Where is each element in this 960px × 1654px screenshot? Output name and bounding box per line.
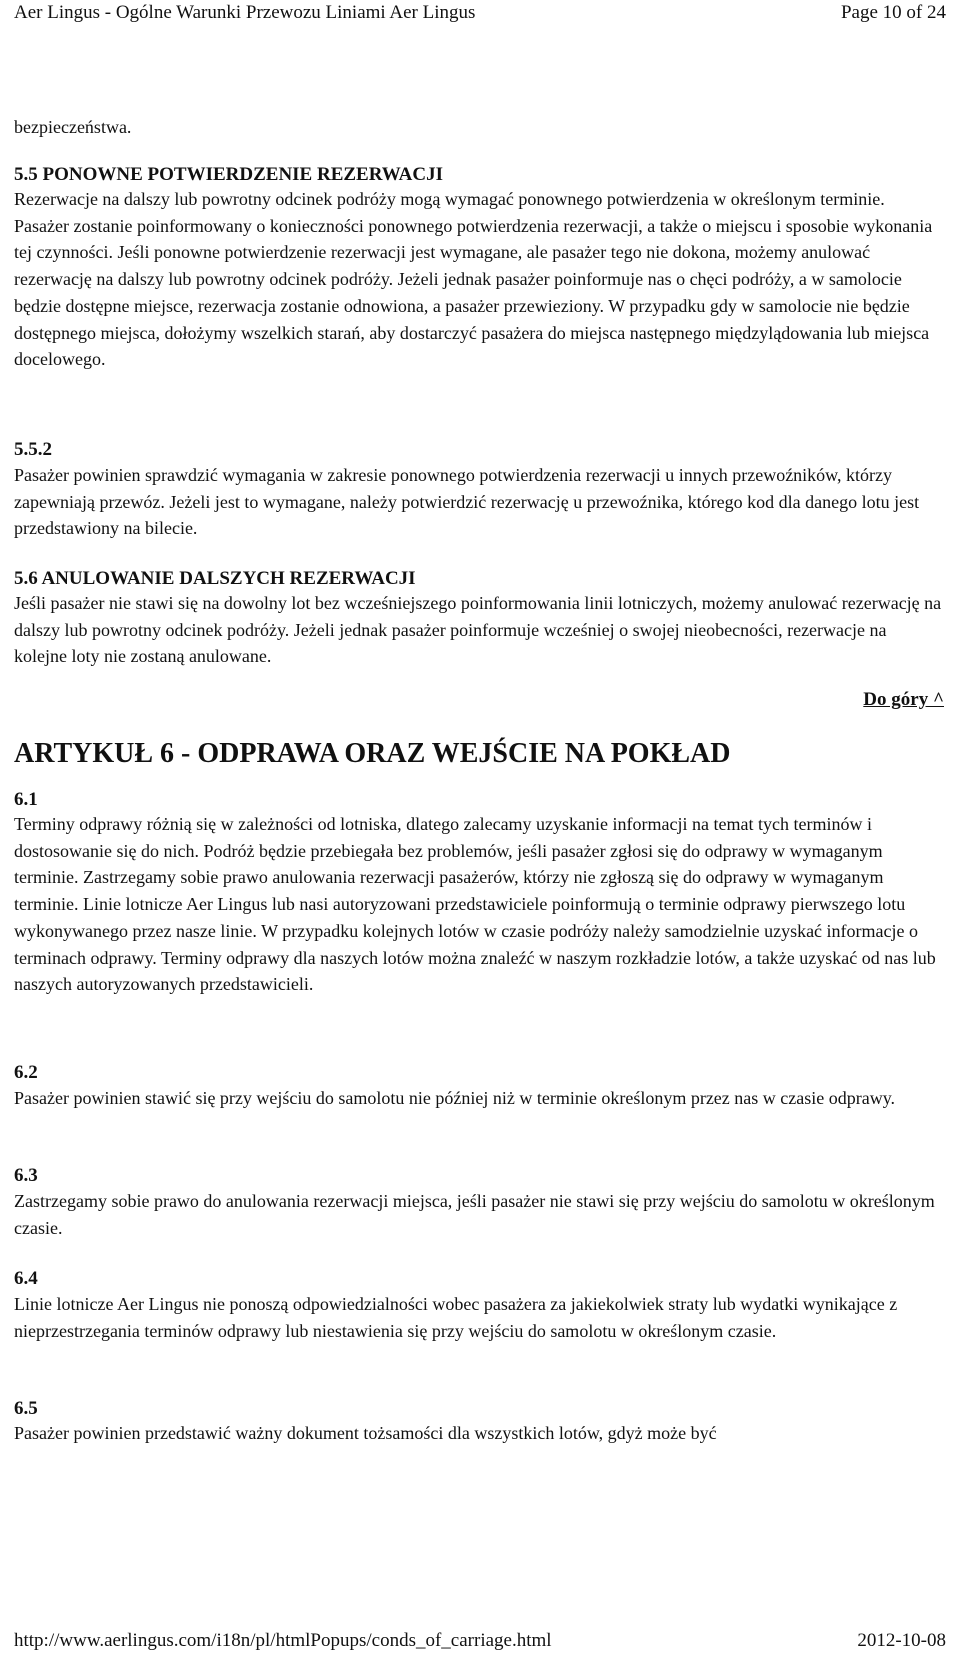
intro-fragment: bezpieczeństwa. [14,117,132,137]
section-5-5-2-heading: 5.5.2 [14,439,52,460]
section-6-5-heading: 6.5 [14,1398,38,1419]
section-5-5-body: Rezerwacje na dalszy lub powrotny odcinek podróży mogą wymagać ponownego potwierdzenia w określonym terminie. Pasażer zostanie poinformowany o konieczności ponownego potwierdzenia rezerwacji, a także o miejscu i sposobie wykonania tej czynności. Jeśli ponowne potwierdzenie rezerwacji jest wymagane, ale pasażer tego nie dokona, możemy anulować rezerwację na dalszy lub powrotny odcinek podróży. Jeżeli jednak pasażer poinformuje nas o chęci podróży, a w samolocie będzie dostępne miejsce, rezerwacja zostanie odnowiona, a pasażer przewieziony. W przypadku gdy w samolocie nie będzie dostępnego miejsca, dołożymy wszelkich starań, aby dostarczyć pasażera do miejsca następnego międzylądowania lub miejsca docelowego. [14,189,933,370]
back-to-top-link[interactable]: Do góry ^ [863,689,944,710]
section-6-4-heading: 6.4 [14,1268,38,1289]
section-6-5-body: Pasażer powinien przedstawić ważny dokument tożsamości dla wszystkich lotów, gdyż może być [14,1423,717,1443]
section-6-4-body: Linie lotnicze Aer Lingus nie ponoszą odpowiedzialności wobec pasażera za jakiekolwiek straty lub wydatki wynikające z nieprzestrzegania terminów odprawy lub niestawienia się przy wejściu do samolotu w określonym czasie. [14,1294,898,1341]
section-6-2-body: Pasażer powinien stawić się przy wejściu do samolotu nie później niż w terminie określonym przez nas w czasie odprawy. [14,1088,896,1108]
section-5-6-body: Jeśli pasażer nie stawi się na dowolny lot bez wcześniejszego poinformowania linii lotniczych, możemy anulować rezerwację na dalszy lub powrotny odcinek podróży. Jeżeli jednak pasażer poinformuje wcześniej o swojej nieobecności, rezerwacje na kolejne loty nie zostaną anulowane. [14,593,942,667]
page-number: Page 10 of 24 [840,2,946,23]
page-header [0,0,960,26]
section-6-1-body: Terminy odprawy różnią się w zależności od lotniska, dlatego zalecamy uzyskanie informacji na temat tych terminów i dostosowanie się do nich. Podróż będzie przebiegała bez problemów, jeśli pasażer zgłosi się do odprawy w wymaganym terminie. Zastrzegamy sobie prawo anulowania rezerwacji pasażerów, którzy nie zgłoszą się do odprawy w wymaganym terminie. Linie lotnicze Aer Lingus lub nasi autoryzowani przedstawiciele poinformują o terminie odprawy pierwszego lotu wykonywanego przez nasze linie. W przypadku kolejnych lotów w czasie podróży należy samodzielnie uzyskać informacje o terminach odprawy. Terminy odprawy dla naszych lotów można znaleźć w naszym rozkładzie lotów, a także uzyskać od nas lub naszych autoryzowanych przedstawicieli. [14,814,936,995]
section-5-5-2-body: Pasażer powinien sprawdzić wymagania w zakresie ponownego potwierdzenia rezerwacji u innych przewoźników, którzy zapewniają przewóz. Jeżeli jest to wymagane, należy potwierdzić rezerwację u przewoźnika, którego kod dla danego lotu jest przedstawiony na bilecie. [14,465,920,539]
section-6-1-heading: 6.1 [14,789,38,810]
section-6-3-heading: 6.3 [14,1165,38,1186]
section-5-5-heading: 5.5 PONOWNE POTWIERDZENIE REZERWACJI [14,164,444,185]
section-6-2-heading: 6.2 [14,1062,38,1083]
section-5-6-heading: 5.6 ANULOWANIE DALSZYCH REZERWACJI [14,568,416,589]
document-title: Aer Lingus - Ogólne Warunki Przewozu Liniami Aer Lingus [14,2,476,23]
page-url: http://www.aerlingus.com/i18n/pl/htmlPopups/conds_of_carriage.html [14,1630,552,1651]
article-6-heading: ARTYKUŁ 6 - ODPRAWA ORAZ WEJŚCIE NA POKŁAD [14,738,731,769]
section-6-3-body: Zastrzegamy sobie prawo do anulowania rezerwacji miejsca, jeśli pasażer nie stawi się przy wejściu do samolotu w określonym czasie. [14,1191,935,1238]
print-date: 2012-10-08 [857,1630,946,1651]
page-footer [0,1628,960,1654]
